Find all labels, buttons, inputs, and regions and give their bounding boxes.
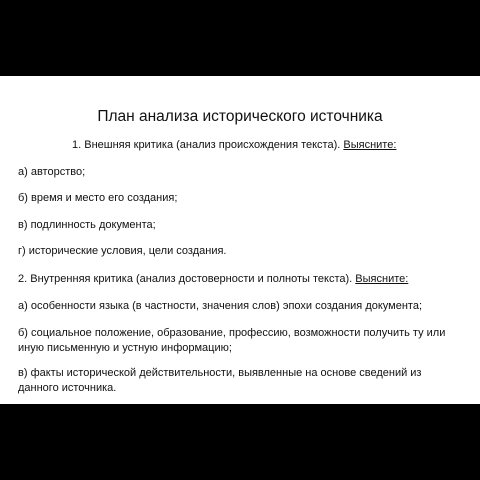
list-item-1a: а) авторство;: [18, 166, 86, 178]
document-title: План анализа исторического источника: [97, 108, 383, 125]
section-2-action: Выясните:: [355, 273, 409, 285]
list-item-1c: в) подлинность документа;: [18, 219, 156, 231]
section-2-heading: [18, 272, 408, 287]
section-1-heading-text: 1. Внешняя критика (анализ происхождения текста).: [72, 139, 341, 151]
section-1-heading: [72, 138, 396, 153]
document-page: [0, 76, 480, 404]
section-2-heading-text: 2. Внутренняя критика (анализ достоверности и полноты текста).: [18, 273, 353, 285]
section-1-action: Выясните:: [343, 139, 397, 151]
list-item-2c: в) факты исторической действительности, выявленные на основе сведений из данного источника.: [18, 367, 422, 394]
list-item-1d: г) исторические условия, цели создания.: [18, 245, 227, 257]
list-item-2b: б) социальное положение, образование, профессию, возможности получить ту или иную письменную и устную информацию;: [18, 327, 446, 354]
list-item-1b: б) время и место его создания;: [18, 192, 178, 204]
list-item-2a: а) особенности языка (в частности, значения слов) эпохи создания документа;: [18, 300, 423, 312]
